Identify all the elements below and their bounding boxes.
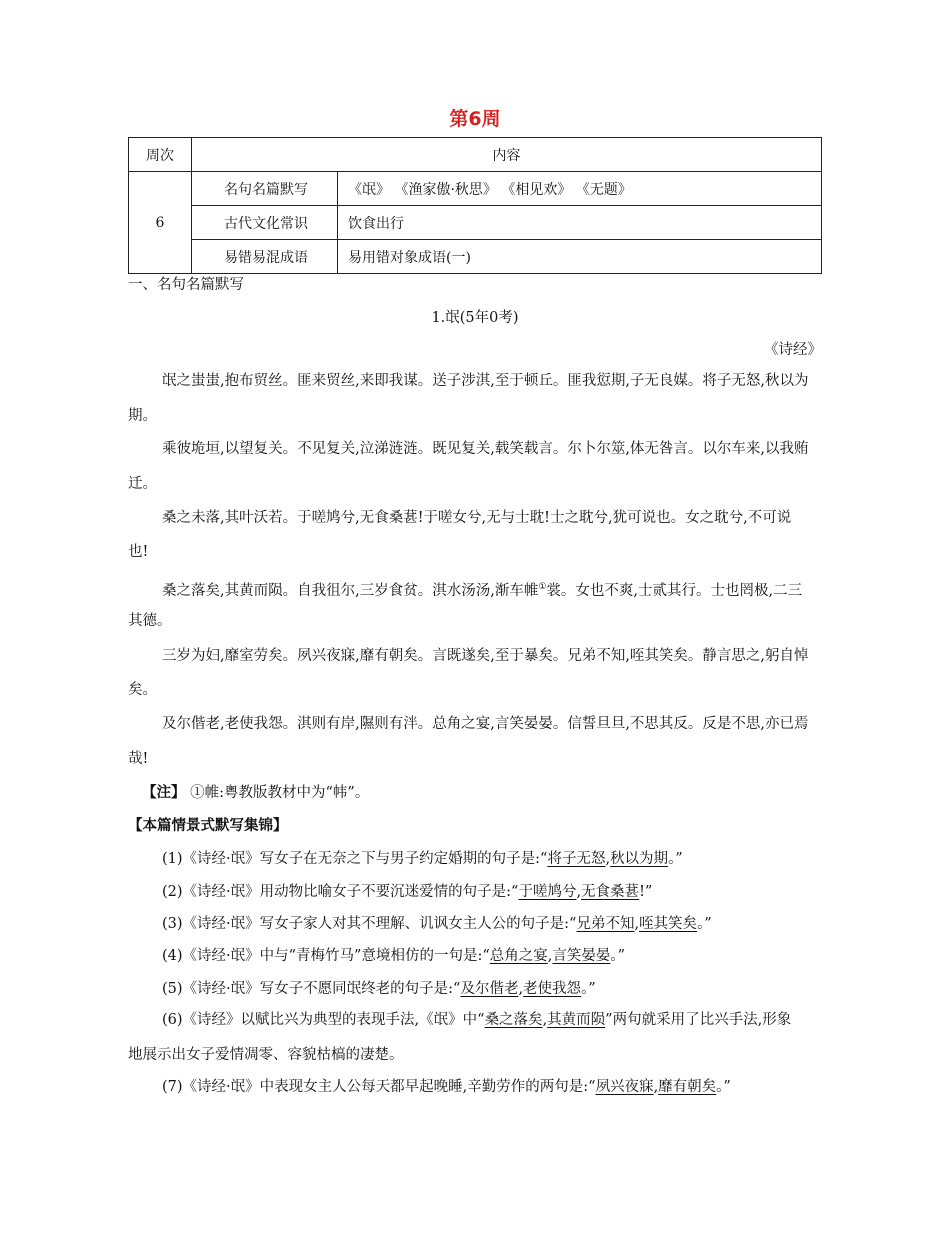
question-end: ”两句就采用了比兴手法,形象 xyxy=(605,1012,792,1028)
separator: , xyxy=(576,884,582,900)
question-item xyxy=(162,884,856,900)
row-value: 易用错对象成语(一) xyxy=(338,240,822,274)
poem-source: 《诗经》 xyxy=(764,342,822,358)
poem-line: 哉! xyxy=(128,751,149,767)
question-item xyxy=(162,1079,856,1095)
question-item xyxy=(162,916,856,932)
answer-blank: 桑之落矣 xyxy=(484,1012,543,1028)
answer-blank: 无食桑葚 xyxy=(581,884,640,900)
poem-line: 乘彼垝垣,以望复关。不见复关,泣涕涟涟。既见复关,载笑载言。尔卜尔筮,体无咎言。以尔车来,以我贿 xyxy=(162,441,809,457)
answer-blank: 夙兴夜寐 xyxy=(595,1079,654,1095)
poem-line: 也! xyxy=(128,544,149,560)
question-text: (1)《诗经·氓》写女子在无奈之下与男子约定婚期的句子是:“ xyxy=(162,851,548,867)
answer-blank: 咥其笑矣 xyxy=(639,916,698,932)
question-text: (7)《诗经·氓》中表现女主人公每天都早起晚睡,辛勤劳作的两句是:“ xyxy=(162,1079,596,1095)
poem-text: 裳。女也不爽,士贰其行。士也罔极,二三 xyxy=(546,582,803,599)
week-number: 6 xyxy=(129,172,192,274)
question-end: 。” xyxy=(697,916,712,932)
row-category: 易错易混成语 xyxy=(192,240,338,274)
separator: , xyxy=(518,981,524,997)
answer-blank: 于嗟鸠兮 xyxy=(518,884,577,900)
answer-blank: 将子无怒 xyxy=(547,851,606,867)
poem-line: 期。 xyxy=(128,408,157,424)
header-content: 内容 xyxy=(192,138,822,172)
answer-blank: 老使我怨 xyxy=(523,981,582,997)
row-category: 古代文化常识 xyxy=(192,206,338,240)
page-title: 第6周 xyxy=(449,108,501,130)
table-row xyxy=(129,240,822,274)
table-row xyxy=(129,172,822,206)
note-label: 【注】 xyxy=(142,784,186,801)
poem-line: 氓之蚩蚩,抱布贸丝。匪来贸丝,来即我谋。送子涉淇,至于顿丘。匪我愆期,子无良媒。将子无怒,秋以为 xyxy=(162,373,809,389)
question-text: (3)《诗经·氓》写女子家人对其不理解、讥讽女主人公的句子是:“ xyxy=(162,916,577,932)
question-item xyxy=(162,851,856,867)
table-header-row xyxy=(129,138,822,172)
question-continuation: 地展示出女子爱情凋零、容貌枯槁的凄楚。 xyxy=(128,1047,404,1063)
answer-blank: 靡有朝矣 xyxy=(658,1079,717,1095)
question-end: 。” xyxy=(610,948,626,964)
answer-blank: 秋以为期 xyxy=(610,851,669,867)
answer-blank: 言笑晏晏 xyxy=(552,948,611,964)
poem-line: 三岁为妇,靡室劳矣。夙兴夜寐,靡有朝矣。言既遂矣,至于暴矣。兄弟不知,咥其笑矣。静言思之,躬自悼 xyxy=(162,648,809,664)
note xyxy=(142,785,836,801)
week-table xyxy=(128,137,822,274)
poem-line: 及尔偕老,老使我怨。淇则有岸,隰则有泮。总角之宴,言笑晏晏。信誓旦旦,不思其反。反是不思,亦已焉 xyxy=(162,716,809,732)
poem-line xyxy=(162,579,856,599)
poem-text: 桑之落矣,其黄而陨。自我徂尔,三岁食贫。淇水汤汤,渐车帷 xyxy=(162,582,539,599)
section-heading: 一、名句名篇默写 xyxy=(128,277,244,293)
row-value: 饮食出行 xyxy=(338,206,822,240)
question-end: 。” xyxy=(668,851,683,867)
question-text: (6)《诗经》以赋比兴为典型的表现手法,《氓》中“ xyxy=(162,1012,485,1028)
row-value: 《氓》 《渔家傲·秋思》 《相见欢》 《无题》 xyxy=(338,172,822,206)
poem-line: 矣。 xyxy=(128,682,157,698)
separator: , xyxy=(542,1012,548,1028)
separator: , xyxy=(634,916,640,932)
question-text: (5)《诗经·氓》写女子不愿同氓终老的句子是:“ xyxy=(162,981,461,997)
answer-blank: 及尔偕老 xyxy=(460,981,519,997)
question-end: 。” xyxy=(716,1079,731,1095)
question-item xyxy=(162,981,856,997)
question-item xyxy=(162,948,856,964)
question-end: !” xyxy=(639,884,653,900)
question-end: 。” xyxy=(581,981,596,997)
answer-blank: 其黄而陨 xyxy=(547,1012,606,1028)
question-item xyxy=(162,1012,856,1028)
poem-line: 其德。 xyxy=(128,613,172,629)
header-week: 周次 xyxy=(129,138,192,172)
question-text: (4)《诗经·氓》中与“青梅竹马”意境相仿的一句是:“ xyxy=(162,948,490,964)
footnote-marker: ① xyxy=(538,582,547,592)
poem-heading: 1.氓(5年0考) xyxy=(431,310,519,326)
answer-blank: 兄弟不知 xyxy=(576,916,635,932)
question-text: (2)《诗经·氓》用动物比喻女子不要沉迷爱情的句子是:“ xyxy=(162,884,519,900)
poem-line: 桑之未落,其叶沃若。于嗟鸠兮,无食桑葚!于嗟女兮,无与士耽!士之耽兮,犹可说也。女之耽兮,不可说 xyxy=(162,510,792,526)
collection-heading: 【本篇情景式默写集锦】 xyxy=(128,817,288,834)
answer-blank: 总角之宴 xyxy=(489,948,548,964)
poem-line: 迁。 xyxy=(128,476,157,492)
separator: , xyxy=(547,948,553,964)
row-category: 名句名篇默写 xyxy=(192,172,338,206)
separator: , xyxy=(605,851,611,867)
separator: , xyxy=(653,1079,659,1095)
note-text: ①帷:粤教版教材中为“帏”。 xyxy=(190,785,370,801)
table-row xyxy=(129,206,822,240)
